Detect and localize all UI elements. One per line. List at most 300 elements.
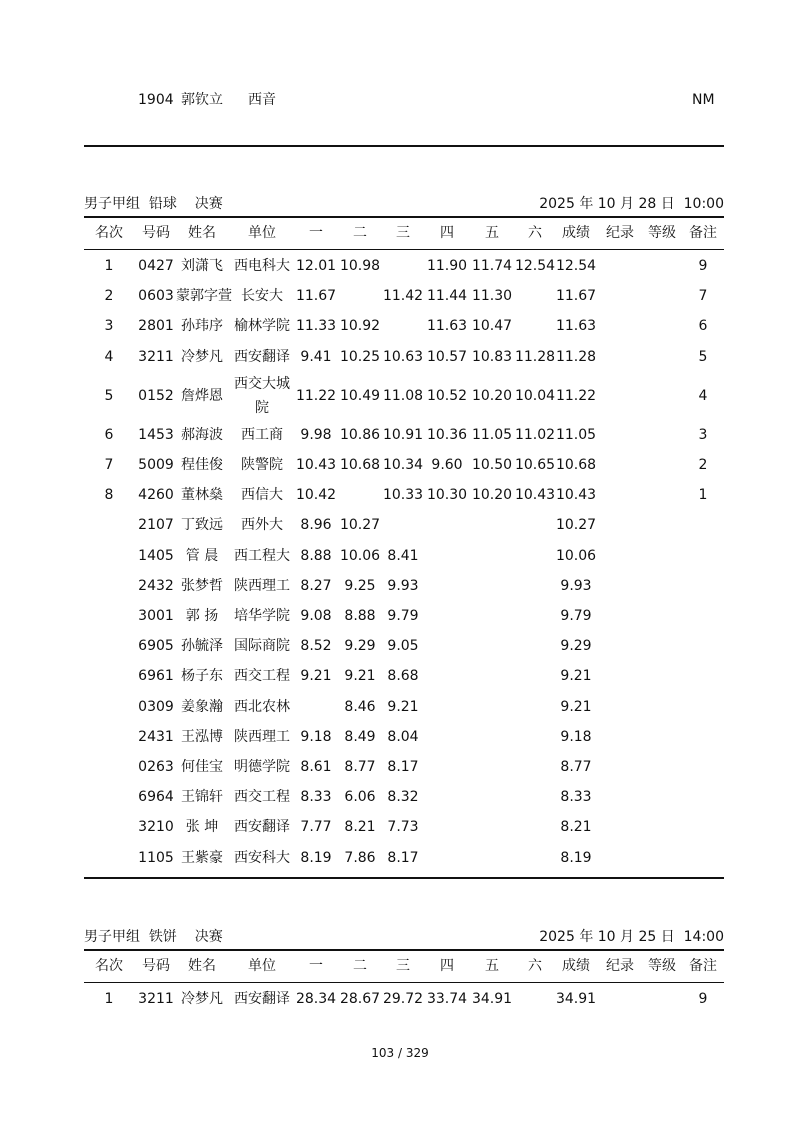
column-header-result: 成绩 xyxy=(562,958,590,974)
cell-note xyxy=(684,692,722,722)
cell-record xyxy=(600,450,640,480)
cell-a4 xyxy=(424,601,470,631)
cell-result: 9.21 xyxy=(560,698,592,715)
cell-a6 xyxy=(514,722,556,752)
cell-a6 xyxy=(514,782,556,812)
cell-a1: 7.77 xyxy=(300,819,332,836)
column-header-grade: 等级 xyxy=(648,958,676,974)
cell-a1: 8.52 xyxy=(300,638,332,655)
cell-rank xyxy=(94,843,124,873)
cell-result: 8.77 xyxy=(560,759,592,775)
cell-rank xyxy=(94,661,124,691)
cell-unit: 西北农林 xyxy=(234,698,290,715)
cell-name: 董林燊 xyxy=(181,487,223,504)
cell-a6 xyxy=(514,510,556,540)
cell-a4 xyxy=(424,752,470,782)
column-header-rank: 名次 xyxy=(95,225,123,241)
cell-rank xyxy=(94,601,124,631)
cell-a4: 9.60 xyxy=(431,457,463,473)
table-row xyxy=(84,480,724,510)
cell-a3: 8.17 xyxy=(387,759,419,775)
cell-a6: 10.65 xyxy=(514,457,556,473)
column-header-note: 备注 xyxy=(689,225,717,241)
cell-a3: 8.68 xyxy=(387,668,419,685)
cell-a4 xyxy=(424,843,470,873)
table-row xyxy=(84,372,724,420)
cell-name: 蒙郭字萱 xyxy=(176,288,232,305)
cell-result: 12.54 xyxy=(555,258,597,274)
cell-bib: 4260 xyxy=(138,487,174,504)
cell-record xyxy=(600,661,640,691)
cell-a1: 10.43 xyxy=(295,457,337,473)
column-header-rank: 名次 xyxy=(95,958,123,974)
cell-unit: 陕警院 xyxy=(241,457,283,473)
cell-a4 xyxy=(424,722,470,752)
cell-rank xyxy=(94,631,124,661)
cell-a5: 34.91 xyxy=(471,991,513,1007)
table-row xyxy=(84,984,724,1014)
table-row xyxy=(84,752,724,782)
cell-name: 王泓博 xyxy=(181,728,223,745)
cell-a4 xyxy=(424,510,470,540)
cell-a2: 8.49 xyxy=(344,728,376,745)
cell-record xyxy=(600,420,640,450)
cell-a4 xyxy=(424,692,470,722)
cell-a6 xyxy=(514,984,556,1014)
cell-a2: 9.25 xyxy=(344,577,376,594)
top-entry-unit: 西音 xyxy=(248,92,276,108)
column-header-bib: 号码 xyxy=(142,225,170,241)
cell-record xyxy=(600,510,640,540)
top-divider xyxy=(84,145,724,147)
cell-a6 xyxy=(514,601,556,631)
cell-unit: 西交工程 xyxy=(234,668,290,685)
column-header-record: 纪录 xyxy=(606,225,634,241)
cell-name: 刘潇飞 xyxy=(181,258,223,274)
cell-result: 9.18 xyxy=(560,728,592,745)
cell-grade xyxy=(640,311,684,341)
cell-a4: 33.74 xyxy=(426,991,468,1007)
cell-a6 xyxy=(514,843,556,873)
cell-note xyxy=(684,782,722,812)
cell-unit: 榆林学院 xyxy=(234,318,290,335)
cell-a6 xyxy=(514,752,556,782)
header-top-rule xyxy=(84,216,724,218)
cell-name: 程佳俊 xyxy=(181,457,223,473)
cell-result: 11.67 xyxy=(555,288,597,305)
cell-a1: 10.42 xyxy=(295,487,337,504)
cell-a6 xyxy=(514,661,556,691)
cell-a4 xyxy=(424,571,470,601)
cell-a3 xyxy=(382,251,424,281)
cell-bib: 2431 xyxy=(138,728,174,745)
cell-note xyxy=(684,601,722,631)
cell-record xyxy=(600,984,640,1014)
cell-a5 xyxy=(470,752,514,782)
cell-a6 xyxy=(514,571,556,601)
cell-result: 9.29 xyxy=(560,638,592,655)
cell-record xyxy=(600,692,640,722)
cell-a1: 8.19 xyxy=(300,849,332,866)
event-title: 男子甲组 铅球 决赛 xyxy=(84,196,223,212)
cell-bib: 3001 xyxy=(138,608,174,624)
column-header-unit: 单位 xyxy=(248,225,276,241)
cell-a5 xyxy=(470,541,514,571)
header-top-rule xyxy=(84,949,724,951)
cell-a5 xyxy=(470,601,514,631)
cell-a5: 11.05 xyxy=(471,426,513,443)
cell-a1: 8.61 xyxy=(300,759,332,775)
cell-bib: 2107 xyxy=(138,517,174,534)
cell-note xyxy=(684,722,722,752)
cell-a1: 8.88 xyxy=(300,547,332,564)
cell-a1: 9.08 xyxy=(300,608,332,624)
cell-a2: 8.46 xyxy=(344,698,376,715)
cell-record xyxy=(600,722,640,752)
cell-a3: 8.17 xyxy=(387,849,419,866)
cell-a3: 9.21 xyxy=(387,698,419,715)
column-header-unit: 单位 xyxy=(248,958,276,974)
cell-unit: 西电科大 xyxy=(234,258,290,274)
cell-note xyxy=(684,752,722,782)
table-row xyxy=(84,601,724,631)
column-header-a1: 一 xyxy=(309,958,323,974)
cell-bib: 0263 xyxy=(138,759,174,775)
cell-bib: 6964 xyxy=(138,789,174,806)
table-row xyxy=(84,251,724,281)
cell-a6: 11.02 xyxy=(514,426,556,443)
cell-rank xyxy=(94,541,124,571)
cell-rank: 5 xyxy=(104,387,114,404)
cell-record xyxy=(600,752,640,782)
cell-record xyxy=(600,812,640,842)
cell-grade xyxy=(640,812,684,842)
cell-unit: 长安大 xyxy=(241,288,283,305)
cell-grade xyxy=(640,372,684,420)
cell-a2: 9.29 xyxy=(344,638,376,655)
cell-record xyxy=(600,782,640,812)
cell-a1 xyxy=(294,692,338,722)
cell-note: 1 xyxy=(698,487,708,504)
cell-a4 xyxy=(424,812,470,842)
cell-a5 xyxy=(470,661,514,691)
cell-a3: 11.42 xyxy=(382,288,424,305)
column-header-result: 成绩 xyxy=(562,225,590,241)
cell-unit: 西安翻译 xyxy=(234,819,290,836)
table-row xyxy=(84,631,724,661)
cell-a2: 8.88 xyxy=(344,608,376,624)
cell-a2: 8.77 xyxy=(344,759,376,775)
cell-a2: 9.21 xyxy=(344,668,376,685)
cell-rank xyxy=(94,510,124,540)
cell-grade xyxy=(640,631,684,661)
cell-a2: 6.06 xyxy=(344,789,376,806)
cell-a5 xyxy=(470,510,514,540)
cell-a5 xyxy=(470,631,514,661)
cell-result: 10.06 xyxy=(555,547,597,564)
table-row xyxy=(84,510,724,540)
cell-a2 xyxy=(338,281,382,311)
cell-a1: 9.41 xyxy=(300,348,332,365)
cell-a4 xyxy=(424,631,470,661)
cell-a6: 10.04 xyxy=(514,387,556,404)
cell-bib: 1453 xyxy=(138,426,174,443)
cell-note xyxy=(684,571,722,601)
cell-a2: 10.68 xyxy=(339,457,381,473)
cell-grade xyxy=(640,692,684,722)
cell-name: 杨子东 xyxy=(181,668,223,685)
cell-grade xyxy=(640,843,684,873)
cell-a5: 10.83 xyxy=(471,348,513,365)
cell-a3: 10.34 xyxy=(382,457,424,473)
cell-a4 xyxy=(424,541,470,571)
cell-record xyxy=(600,311,640,341)
cell-result: 8.19 xyxy=(560,849,592,866)
table-header xyxy=(84,954,724,978)
cell-grade xyxy=(640,342,684,372)
cell-name: 丁致远 xyxy=(181,517,223,534)
column-header-bib: 号码 xyxy=(142,958,170,974)
cell-rank xyxy=(94,571,124,601)
cell-bib: 3210 xyxy=(138,819,174,836)
cell-note: 3 xyxy=(698,426,708,443)
cell-bib: 0309 xyxy=(138,698,174,715)
cell-result: 11.05 xyxy=(555,426,597,443)
cell-note: 2 xyxy=(698,457,708,473)
cell-a5 xyxy=(470,812,514,842)
column-header-a4: 四 xyxy=(440,958,454,974)
cell-a1: 9.18 xyxy=(300,728,332,745)
cell-unit: 陕西理工 xyxy=(234,728,290,745)
cell-a3: 10.91 xyxy=(382,426,424,443)
cell-result: 8.21 xyxy=(560,819,592,836)
cell-record xyxy=(600,342,640,372)
cell-a5: 10.47 xyxy=(471,318,513,335)
cell-result: 10.43 xyxy=(555,487,597,504)
cell-a5 xyxy=(470,722,514,752)
cell-a4: 10.36 xyxy=(426,426,468,443)
cell-a5 xyxy=(470,571,514,601)
cell-a4: 11.44 xyxy=(426,288,468,305)
header-bottom-rule xyxy=(84,249,724,250)
cell-bib: 6961 xyxy=(138,668,174,685)
cell-unit: 陕西理工 xyxy=(234,577,290,594)
cell-bib: 6905 xyxy=(138,638,174,655)
cell-a6 xyxy=(514,692,556,722)
cell-result: 10.68 xyxy=(555,457,597,473)
column-header-a2: 二 xyxy=(353,958,367,974)
cell-rank xyxy=(94,782,124,812)
cell-a6 xyxy=(514,812,556,842)
cell-bib: 2801 xyxy=(138,318,174,335)
cell-result: 34.91 xyxy=(555,991,597,1007)
cell-a1: 8.96 xyxy=(300,517,332,534)
cell-result: 9.79 xyxy=(560,608,592,624)
cell-bib: 3211 xyxy=(138,991,174,1007)
cell-name: 张梦哲 xyxy=(181,577,223,594)
cell-a5 xyxy=(470,692,514,722)
cell-a3: 8.04 xyxy=(387,728,419,745)
cell-a3: 11.08 xyxy=(382,387,424,404)
cell-note: 6 xyxy=(698,318,708,335)
cell-a3: 29.72 xyxy=(382,991,424,1007)
column-header-record: 纪录 xyxy=(606,958,634,974)
cell-a3: 8.32 xyxy=(387,789,419,806)
cell-grade xyxy=(640,571,684,601)
column-header-a4: 四 xyxy=(440,225,454,241)
cell-rank xyxy=(94,812,124,842)
cell-grade xyxy=(640,480,684,510)
cell-grade xyxy=(640,752,684,782)
cell-a5: 10.50 xyxy=(471,457,513,473)
column-header-a2: 二 xyxy=(353,225,367,241)
column-header-a5: 五 xyxy=(485,958,499,974)
cell-grade xyxy=(640,782,684,812)
table-row xyxy=(84,692,724,722)
cell-a2: 7.86 xyxy=(344,849,376,866)
cell-bib: 0603 xyxy=(138,288,174,305)
cell-grade xyxy=(640,510,684,540)
cell-a4 xyxy=(424,661,470,691)
cell-a1: 12.01 xyxy=(295,258,337,274)
cell-a6 xyxy=(514,631,556,661)
cell-a4: 10.52 xyxy=(426,387,468,404)
cell-a3: 10.63 xyxy=(382,348,424,365)
cell-a4: 11.63 xyxy=(426,318,468,335)
cell-a6 xyxy=(514,281,556,311)
cell-a4: 11.90 xyxy=(426,258,468,274)
cell-result: 9.21 xyxy=(560,668,592,685)
cell-note: 9 xyxy=(698,991,708,1007)
cell-grade xyxy=(640,541,684,571)
cell-a3: 9.93 xyxy=(387,577,419,594)
cell-a3: 9.05 xyxy=(387,638,419,655)
cell-record xyxy=(600,571,640,601)
cell-grade xyxy=(640,281,684,311)
cell-note xyxy=(684,843,722,873)
cell-a6: 12.54 xyxy=(514,258,556,274)
cell-rank xyxy=(94,722,124,752)
header-bottom-rule xyxy=(84,982,724,983)
cell-a3: 8.41 xyxy=(387,547,419,564)
table-row xyxy=(84,450,724,480)
cell-a5: 10.20 xyxy=(471,387,513,404)
cell-note xyxy=(684,510,722,540)
cell-note: 9 xyxy=(698,258,708,274)
cell-bib: 2432 xyxy=(138,577,174,594)
cell-a4 xyxy=(424,782,470,812)
cell-record xyxy=(600,631,640,661)
cell-note: 5 xyxy=(698,348,708,365)
cell-name: 郭 扬 xyxy=(185,608,219,624)
table-row xyxy=(84,311,724,341)
cell-unit: 国际商院 xyxy=(234,638,290,655)
cell-unit: 西工商 xyxy=(241,426,283,443)
cell-unit: 明德学院 xyxy=(234,759,290,775)
column-header-a6: 六 xyxy=(528,225,542,241)
cell-a3 xyxy=(382,311,424,341)
cell-a2: 28.67 xyxy=(339,991,381,1007)
table-row xyxy=(84,661,724,691)
cell-a2: 10.92 xyxy=(339,318,381,335)
cell-bib: 3211 xyxy=(138,348,174,365)
cell-a5: 11.30 xyxy=(471,288,513,305)
cell-rank: 1 xyxy=(104,991,114,1007)
cell-note xyxy=(684,661,722,691)
table-row xyxy=(84,281,724,311)
cell-record xyxy=(600,601,640,631)
cell-name: 王锦轩 xyxy=(181,789,223,806)
cell-bib: 0427 xyxy=(138,258,174,274)
table-bottom-rule xyxy=(84,877,724,879)
cell-a3 xyxy=(382,510,424,540)
cell-bib: 1405 xyxy=(138,547,174,564)
cell-a1: 9.21 xyxy=(300,668,332,685)
cell-note xyxy=(684,812,722,842)
cell-a2: 10.86 xyxy=(339,426,381,443)
cell-grade xyxy=(640,661,684,691)
cell-unit: 西外大 xyxy=(241,517,283,534)
event-datetime: 2025 年 10 月 25 日 14:00 xyxy=(539,929,724,945)
table-header xyxy=(84,221,724,245)
event-datetime: 2025 年 10 月 28 日 10:00 xyxy=(539,196,724,212)
cell-a6: 11.28 xyxy=(514,348,556,365)
cell-record xyxy=(600,541,640,571)
cell-unit: 西安翻译 xyxy=(234,348,290,365)
cell-name: 管 晨 xyxy=(185,547,219,564)
cell-bib: 1105 xyxy=(138,849,174,866)
cell-note: 4 xyxy=(698,387,708,404)
cell-name: 姜象瀚 xyxy=(181,698,223,715)
cell-rank: 4 xyxy=(104,348,114,365)
cell-name: 王紫豪 xyxy=(181,849,223,866)
cell-a6 xyxy=(514,541,556,571)
cell-a2 xyxy=(338,480,382,510)
cell-a5 xyxy=(470,843,514,873)
cell-a1: 8.33 xyxy=(300,789,332,806)
cell-a1: 8.27 xyxy=(300,577,332,594)
cell-result: 11.22 xyxy=(555,387,597,404)
column-header-note: 备注 xyxy=(689,958,717,974)
cell-record xyxy=(600,480,640,510)
cell-rank xyxy=(94,692,124,722)
cell-rank: 1 xyxy=(104,258,114,274)
cell-a5: 11.74 xyxy=(471,258,513,274)
cell-a2: 10.27 xyxy=(339,517,381,534)
table-row xyxy=(84,420,724,450)
cell-name: 何佳宝 xyxy=(181,759,223,775)
cell-a2: 10.49 xyxy=(339,387,381,404)
cell-rank: 3 xyxy=(104,318,114,335)
table-row xyxy=(84,342,724,372)
cell-note xyxy=(684,541,722,571)
cell-a1: 11.33 xyxy=(295,318,337,335)
cell-record xyxy=(600,251,640,281)
column-header-a5: 五 xyxy=(485,225,499,241)
cell-name: 孙玮序 xyxy=(181,318,223,335)
cell-grade xyxy=(640,722,684,752)
top-entry-bib: 1904 xyxy=(138,92,174,108)
cell-grade xyxy=(640,420,684,450)
cell-rank: 7 xyxy=(104,457,114,473)
cell-a5: 10.20 xyxy=(471,487,513,504)
table-row xyxy=(84,812,724,842)
cell-unit: 西交大城院 xyxy=(234,375,290,416)
cell-a2: 8.21 xyxy=(344,819,376,836)
table-row xyxy=(84,571,724,601)
event-title: 男子甲组 铁饼 决赛 xyxy=(84,929,223,945)
cell-a4: 10.57 xyxy=(426,348,468,365)
